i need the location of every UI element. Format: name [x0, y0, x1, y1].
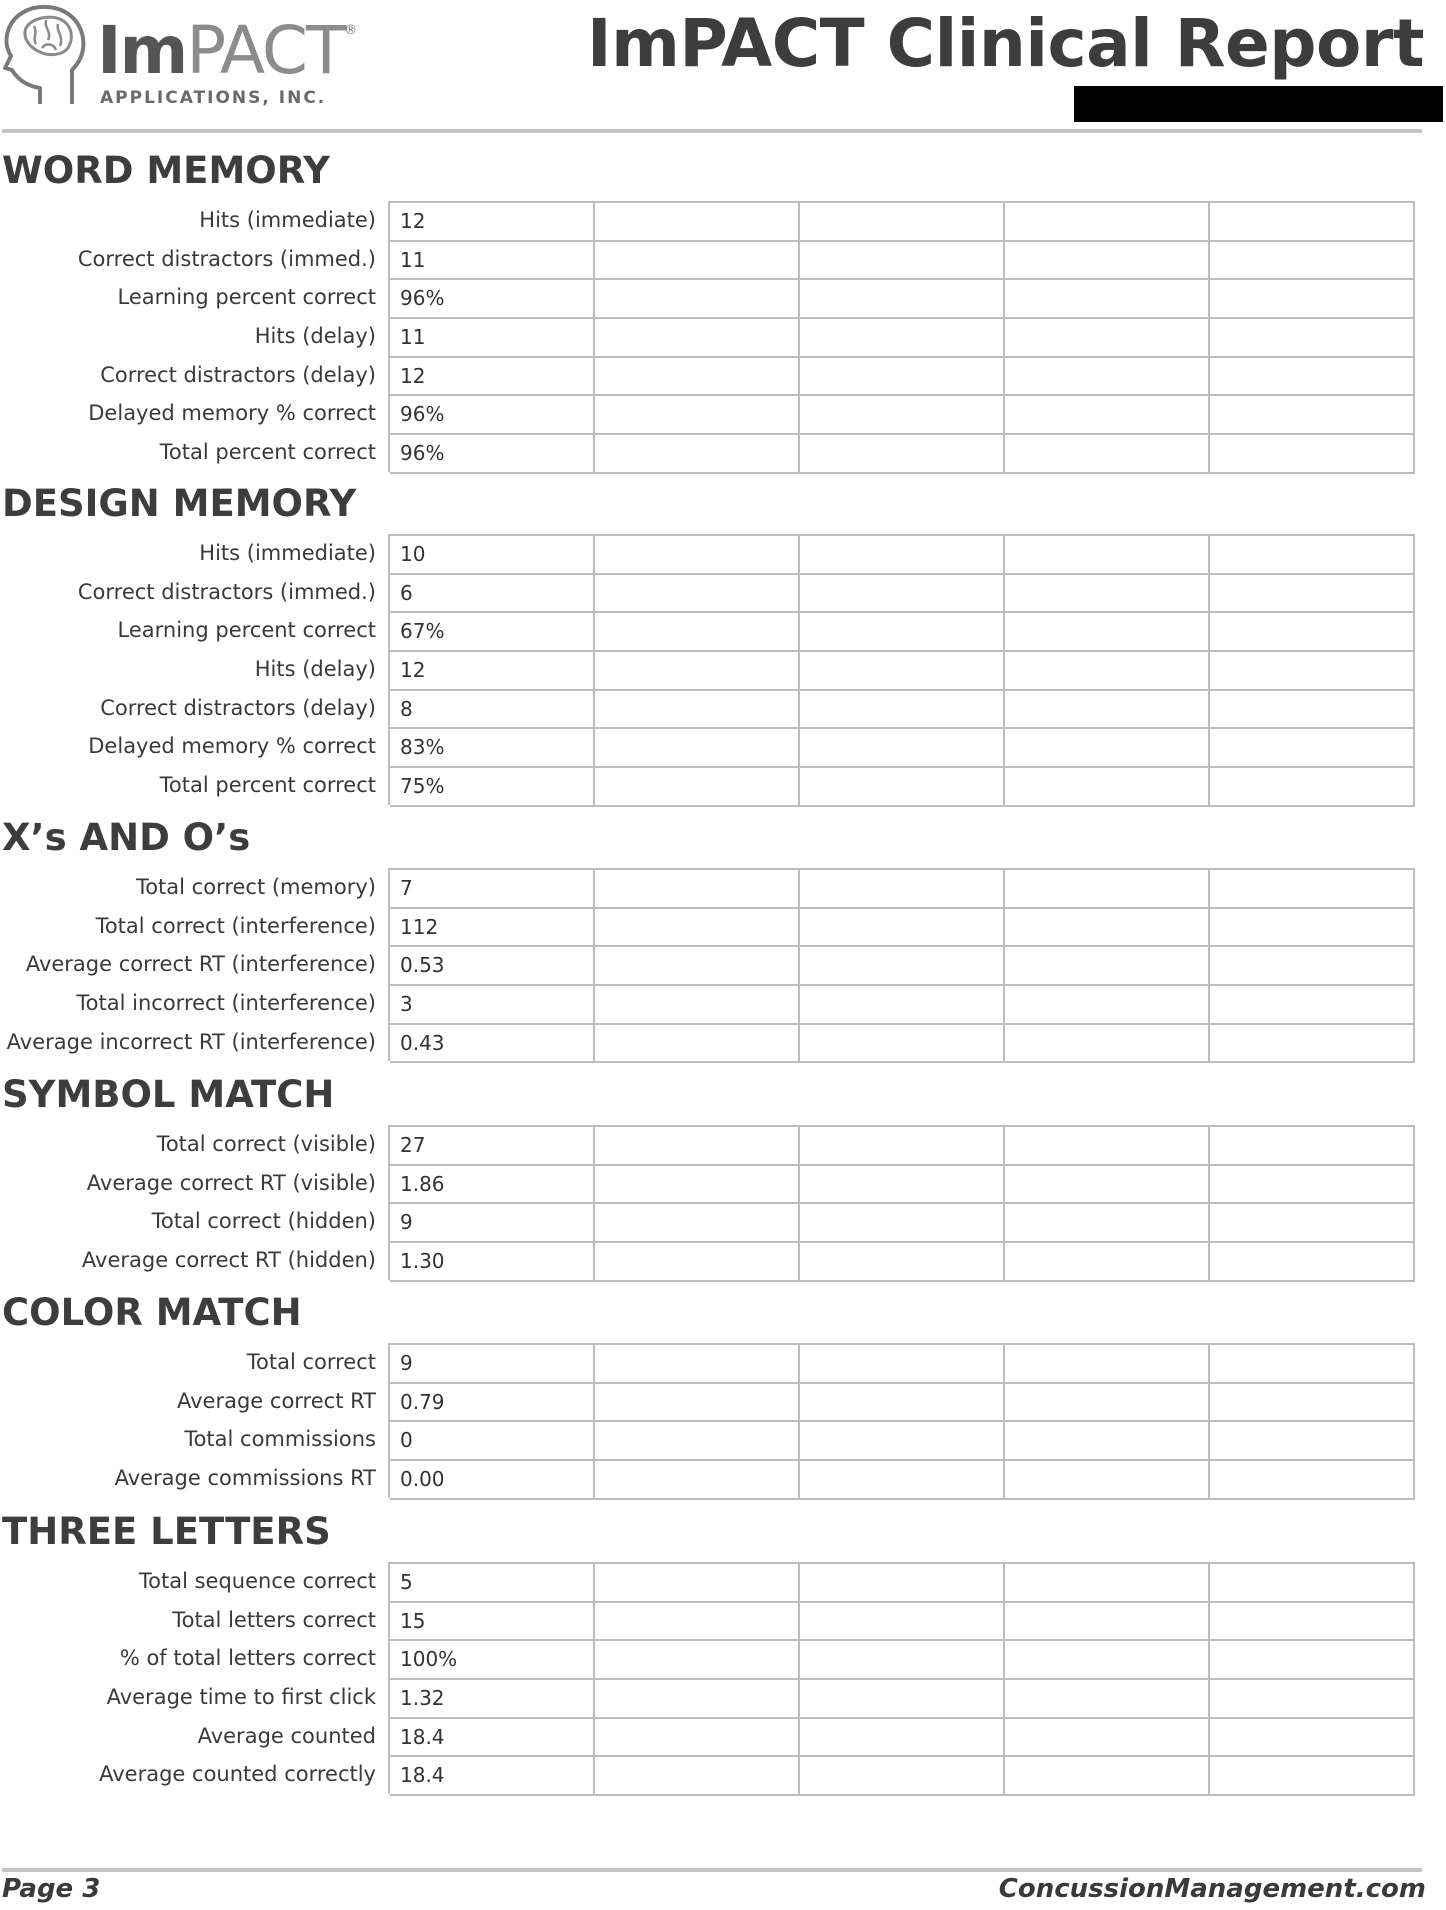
empty-cell [595, 240, 800, 279]
value-cell: 18.4 [390, 1755, 595, 1796]
empty-cell [1210, 394, 1415, 433]
empty-cell [1210, 573, 1415, 612]
empty-cell [800, 317, 1005, 356]
empty-cell [1210, 984, 1415, 1023]
table-row [0, 1343, 1415, 1382]
value-cell: 96% [390, 394, 595, 433]
table-row [0, 278, 1415, 317]
row-label: Average counted [197, 1723, 376, 1748]
empty-cell [595, 317, 800, 356]
section-title-three-letters: THREE LETTERS [2, 1510, 331, 1553]
header-divider [2, 129, 1422, 133]
empty-cell [1005, 650, 1210, 689]
table-row [0, 1382, 1415, 1421]
empty-cell [1210, 611, 1415, 650]
row-label: Total percent correct [159, 773, 376, 798]
table-row [0, 766, 1415, 805]
footer-website: ConcussionManagement.com [998, 1874, 1426, 1904]
row-label: Total sequence correct [138, 1569, 376, 1593]
empty-cell [595, 1678, 800, 1717]
table-row [0, 1241, 1415, 1280]
empty-cell [1005, 394, 1210, 433]
empty-cell [595, 984, 800, 1023]
value-cell: 0 [390, 1420, 595, 1459]
empty-cell [595, 689, 800, 728]
empty-cell [1210, 727, 1415, 766]
value-cell: 75% [390, 766, 595, 807]
empty-cell [595, 1420, 800, 1459]
empty-cell [1210, 1420, 1415, 1459]
empty-cell [1005, 766, 1210, 807]
report-header [0, 0, 1446, 135]
value-cell: 0.43 [390, 1023, 595, 1064]
empty-cell [800, 240, 1005, 279]
row-label: Total correct [246, 1350, 376, 1374]
value-cell: 67% [390, 611, 595, 650]
row-label: Total incorrect (interference) [76, 991, 376, 1016]
empty-cell [800, 1382, 1005, 1421]
table-row [0, 201, 1415, 240]
empty-cell [1210, 1125, 1415, 1164]
empty-cell [595, 1601, 800, 1640]
row-label: Hits (delay) [254, 657, 376, 682]
brand-wordmark: ImPACT® [97, 12, 358, 89]
empty-cell [800, 1639, 1005, 1678]
empty-cell [1005, 984, 1210, 1023]
empty-cell [800, 1420, 1005, 1459]
empty-cell [595, 611, 800, 650]
empty-cell [800, 1343, 1005, 1382]
empty-cell [1005, 1678, 1210, 1717]
table-row [0, 1639, 1415, 1678]
empty-cell [800, 278, 1005, 317]
empty-cell [800, 1023, 1005, 1064]
value-cell: 11 [390, 240, 595, 279]
xs-and-os-table [0, 868, 1415, 1061]
empty-cell [1210, 1343, 1415, 1382]
row-label: % of total letters correct [119, 1646, 376, 1671]
empty-cell [595, 1382, 800, 1421]
empty-cell [595, 433, 800, 474]
empty-cell [1005, 727, 1210, 766]
empty-cell [1210, 201, 1415, 240]
empty-cell [1210, 945, 1415, 984]
row-label: Total correct (interference) [95, 913, 376, 938]
table-row [0, 240, 1415, 279]
empty-cell [800, 689, 1005, 728]
value-cell: 5 [390, 1562, 595, 1601]
table-row [0, 611, 1415, 650]
section-title-color-match: COLOR MATCH [2, 1291, 302, 1334]
empty-cell [595, 766, 800, 807]
table-row [0, 727, 1415, 766]
row-label: Hits (immediate) [199, 541, 376, 565]
row-label: Correct distractors (delay) [100, 362, 376, 387]
empty-cell [595, 1562, 800, 1601]
table-row [0, 1202, 1415, 1241]
empty-cell [595, 201, 800, 240]
row-label: Average commissions RT [114, 1466, 376, 1491]
empty-cell [595, 945, 800, 984]
empty-cell [1210, 1562, 1415, 1601]
value-cell: 27 [390, 1125, 595, 1164]
row-label: Total correct (visible) [156, 1132, 376, 1156]
table-row [0, 1601, 1415, 1640]
empty-cell [1210, 868, 1415, 907]
empty-cell [595, 1125, 800, 1164]
empty-cell [1005, 945, 1210, 984]
table-row [0, 1420, 1415, 1459]
table-row [0, 1125, 1415, 1164]
row-label: Average incorrect RT (interference) [6, 1029, 376, 1054]
row-label: Total percent correct [159, 440, 376, 465]
empty-cell [800, 1202, 1005, 1241]
value-cell: 0.53 [390, 945, 595, 984]
empty-cell [1005, 1459, 1210, 1500]
empty-cell [1005, 573, 1210, 612]
empty-cell [800, 433, 1005, 474]
row-label: Average correct RT (interference) [25, 952, 376, 977]
empty-cell [800, 1717, 1005, 1756]
section-title-xs-and-os: X’s AND O’s [2, 816, 251, 859]
empty-cell [595, 1023, 800, 1064]
empty-cell [1005, 1164, 1210, 1203]
empty-cell [1005, 907, 1210, 946]
empty-cell [800, 356, 1005, 395]
row-label: Total letters correct [172, 1607, 376, 1632]
empty-cell [595, 650, 800, 689]
row-label: Hits (delay) [254, 324, 376, 349]
table-row [0, 689, 1415, 728]
empty-cell [1005, 278, 1210, 317]
value-cell: 3 [390, 984, 595, 1023]
color-match-table [0, 1343, 1415, 1498]
empty-cell [1210, 433, 1415, 474]
page-number: Page 3 [2, 1874, 101, 1904]
value-cell: 12 [390, 356, 595, 395]
section-title-symbol-match: SYMBOL MATCH [2, 1073, 335, 1116]
row-label: Average correct RT (hidden) [81, 1248, 376, 1273]
empty-cell [1210, 1678, 1415, 1717]
row-label: Average time to first click [106, 1685, 376, 1710]
table-row [0, 1459, 1415, 1498]
row-label: Total commissions [184, 1427, 376, 1452]
table-row [0, 1755, 1415, 1794]
empty-cell [1210, 1717, 1415, 1756]
value-cell: 1.32 [390, 1678, 595, 1717]
empty-cell [1005, 611, 1210, 650]
section-title-design-memory: DESIGN MEMORY [2, 482, 357, 525]
empty-cell [800, 945, 1005, 984]
value-cell: 18.4 [390, 1717, 595, 1756]
value-cell: 11 [390, 317, 595, 356]
empty-cell [800, 201, 1005, 240]
empty-cell [1210, 1382, 1415, 1421]
value-cell: 96% [390, 278, 595, 317]
value-cell: 9 [390, 1202, 595, 1241]
brain-head-logo-icon [2, 4, 97, 112]
row-label: Learning percent correct [117, 285, 376, 310]
empty-cell [1005, 1755, 1210, 1796]
empty-cell [800, 1241, 1005, 1282]
empty-cell [1210, 907, 1415, 946]
empty-cell [800, 1125, 1005, 1164]
row-label: Average correct RT [176, 1388, 376, 1413]
empty-cell [595, 278, 800, 317]
redaction-bar [1074, 86, 1443, 122]
empty-cell [800, 868, 1005, 907]
empty-cell [595, 727, 800, 766]
table-row [0, 356, 1415, 395]
empty-cell [800, 1755, 1005, 1796]
empty-cell [1210, 1639, 1415, 1678]
footer-divider [2, 1868, 1422, 1872]
empty-cell [1210, 1755, 1415, 1796]
brand-subtitle: APPLICATIONS, INC. [100, 88, 327, 108]
empty-cell [800, 907, 1005, 946]
empty-cell [1005, 1241, 1210, 1282]
empty-cell [1005, 1562, 1210, 1601]
table-row [0, 907, 1415, 946]
empty-cell [800, 1459, 1005, 1500]
empty-cell [595, 573, 800, 612]
empty-cell [1005, 1023, 1210, 1064]
empty-cell [1005, 1202, 1210, 1241]
value-cell: 1.30 [390, 1241, 595, 1282]
empty-cell [1210, 1164, 1415, 1203]
empty-cell [595, 1717, 800, 1756]
empty-cell [1005, 1125, 1210, 1164]
empty-cell [800, 1164, 1005, 1203]
empty-cell [1005, 356, 1210, 395]
table-row [0, 1717, 1415, 1756]
value-cell: 0.79 [390, 1382, 595, 1421]
empty-cell [1005, 433, 1210, 474]
table-row [0, 650, 1415, 689]
empty-cell [1210, 1601, 1415, 1640]
empty-cell [800, 727, 1005, 766]
table-row [0, 433, 1415, 472]
symbol-match-table [0, 1125, 1415, 1280]
empty-cell [595, 356, 800, 395]
table-row [0, 868, 1415, 907]
empty-cell [1210, 766, 1415, 807]
empty-cell [800, 534, 1005, 573]
row-label: Average correct RT (visible) [86, 1170, 376, 1195]
empty-cell [595, 1755, 800, 1796]
table-row [0, 1678, 1415, 1717]
empty-cell [1005, 201, 1210, 240]
empty-cell [800, 984, 1005, 1023]
empty-cell [1005, 1717, 1210, 1756]
value-cell: 9 [390, 1343, 595, 1382]
value-cell: 83% [390, 727, 595, 766]
empty-cell [800, 573, 1005, 612]
value-cell: 15 [390, 1601, 595, 1640]
empty-cell [595, 1343, 800, 1382]
empty-cell [800, 766, 1005, 807]
empty-cell [1005, 1601, 1210, 1640]
report-title: ImPACT Clinical Report [587, 5, 1424, 82]
empty-cell [595, 1639, 800, 1678]
row-label: Correct distractors (delay) [100, 695, 376, 720]
empty-cell [1210, 534, 1415, 573]
value-cell: 12 [390, 201, 595, 240]
empty-cell [595, 1459, 800, 1500]
empty-cell [800, 394, 1005, 433]
value-cell: 10 [390, 534, 595, 573]
row-label: Delayed memory % correct [88, 401, 376, 426]
word-memory-table [0, 201, 1415, 472]
row-label: Correct distractors (immed.) [77, 246, 376, 271]
empty-cell [800, 1678, 1005, 1717]
empty-cell [1210, 1241, 1415, 1282]
empty-cell [1005, 1420, 1210, 1459]
empty-cell [1005, 1382, 1210, 1421]
empty-cell [1210, 317, 1415, 356]
empty-cell [800, 650, 1005, 689]
empty-cell [595, 1202, 800, 1241]
empty-cell [1210, 1202, 1415, 1241]
row-label: Hits (immediate) [199, 208, 376, 232]
empty-cell [1210, 240, 1415, 279]
table-row [0, 1562, 1415, 1601]
value-cell: 0.00 [390, 1459, 595, 1500]
empty-cell [595, 1164, 800, 1203]
value-cell: 96% [390, 433, 595, 474]
row-label: Learning percent correct [117, 618, 376, 643]
empty-cell [1210, 689, 1415, 728]
empty-cell [1210, 1023, 1415, 1064]
value-cell: 7 [390, 868, 595, 907]
section-title-word-memory: WORD MEMORY [2, 149, 330, 192]
table-row [0, 534, 1415, 573]
empty-cell [595, 868, 800, 907]
empty-cell [1210, 356, 1415, 395]
table-row [0, 1164, 1415, 1203]
empty-cell [800, 1562, 1005, 1601]
value-cell: 112 [390, 907, 595, 946]
value-cell: 8 [390, 689, 595, 728]
empty-cell [1005, 534, 1210, 573]
empty-cell [595, 394, 800, 433]
empty-cell [1210, 1459, 1415, 1500]
empty-cell [1005, 240, 1210, 279]
table-row [0, 984, 1415, 1023]
row-label: Delayed memory % correct [88, 734, 376, 759]
empty-cell [1210, 650, 1415, 689]
value-cell: 100% [390, 1639, 595, 1678]
table-row [0, 394, 1415, 433]
empty-cell [1005, 1639, 1210, 1678]
row-label: Average counted correctly [99, 1762, 376, 1787]
three-letters-table [0, 1562, 1415, 1794]
empty-cell [595, 1241, 800, 1282]
table-row [0, 1023, 1415, 1062]
empty-cell [1005, 1343, 1210, 1382]
empty-cell [595, 534, 800, 573]
row-label: Total correct (hidden) [151, 1209, 376, 1234]
empty-cell [800, 1601, 1005, 1640]
row-label: Total correct (memory) [135, 875, 376, 899]
empty-cell [1005, 689, 1210, 728]
empty-cell [1210, 278, 1415, 317]
design-memory-table [0, 534, 1415, 805]
empty-cell [595, 907, 800, 946]
value-cell: 1.86 [390, 1164, 595, 1203]
table-row [0, 317, 1415, 356]
table-row [0, 573, 1415, 612]
empty-cell [1005, 868, 1210, 907]
empty-cell [1005, 317, 1210, 356]
table-row [0, 945, 1415, 984]
empty-cell [800, 611, 1005, 650]
value-cell: 6 [390, 573, 595, 612]
row-label: Correct distractors (immed.) [77, 579, 376, 604]
value-cell: 12 [390, 650, 595, 689]
